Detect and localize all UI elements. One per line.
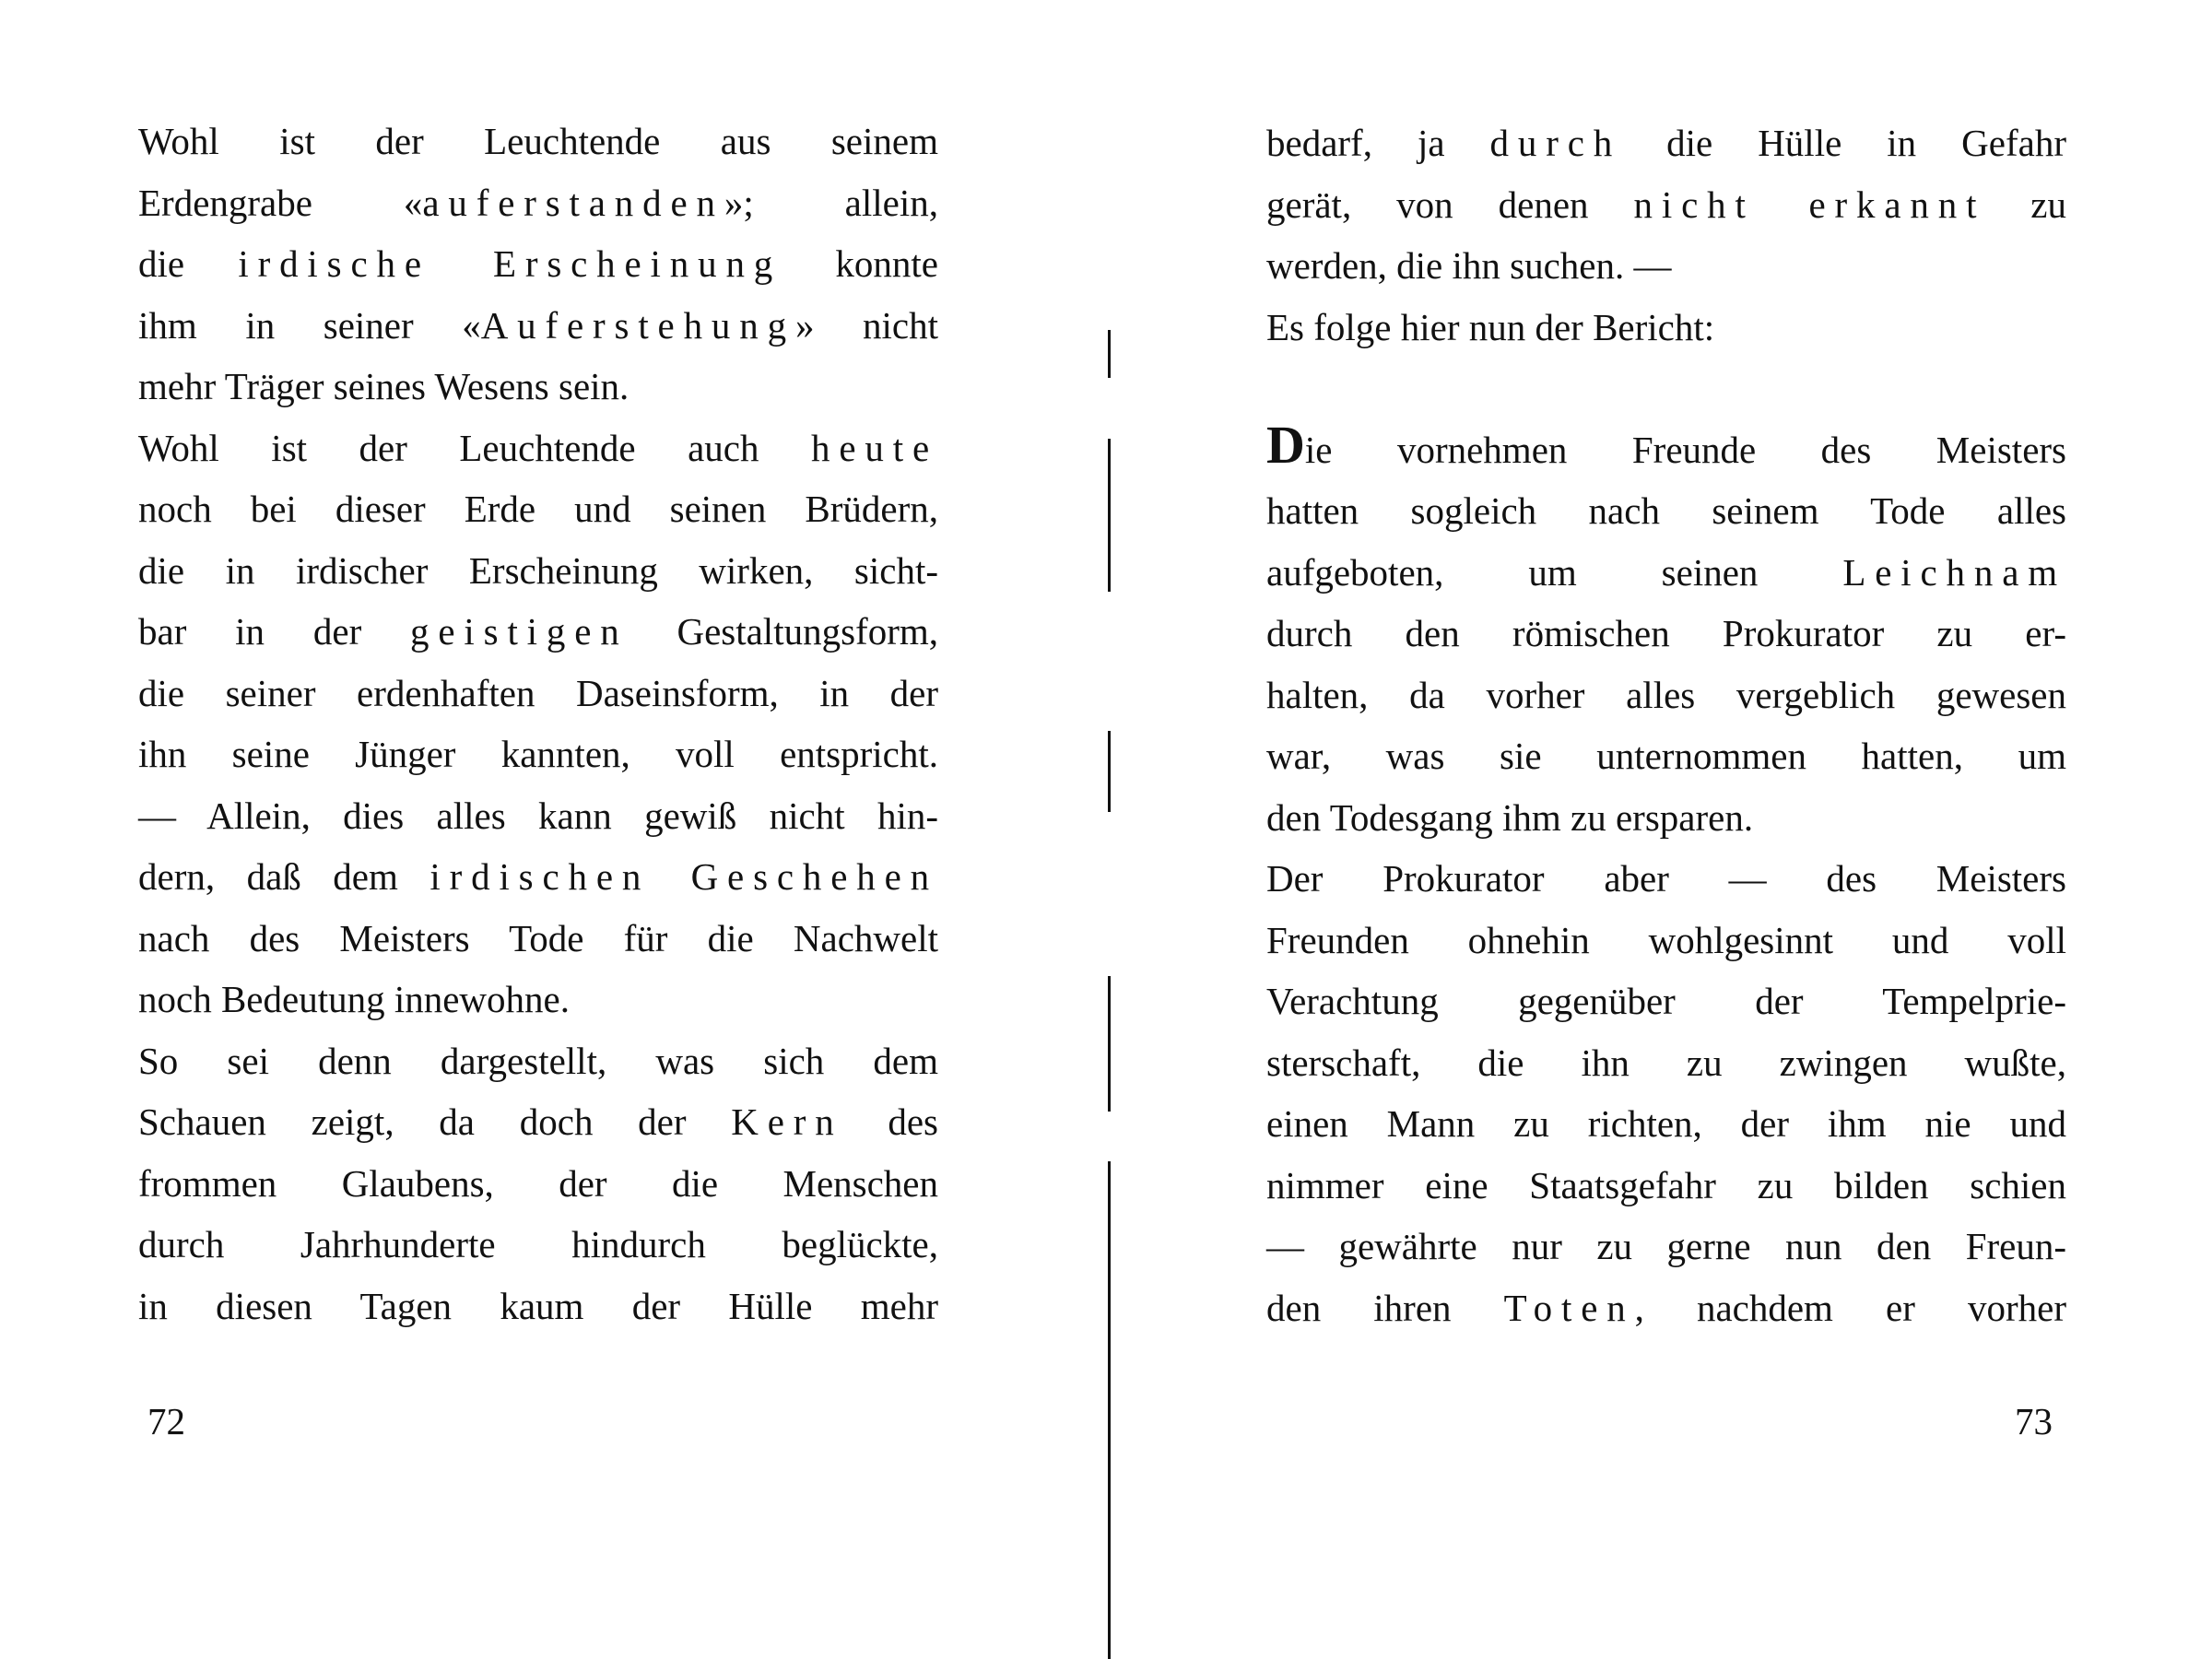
text-line <box>138 969 938 1030</box>
text-segment: zu <box>1985 182 2066 226</box>
text-line <box>1266 297 2066 358</box>
text-line <box>1266 1277 2066 1338</box>
text-segment: Gestaltungsform, <box>628 610 938 653</box>
text-line <box>138 1153 938 1214</box>
text-line <box>138 908 938 969</box>
text-line <box>1266 971 2066 1031</box>
emphasized-text: irdische Erscheinung <box>238 242 782 285</box>
text-line <box>138 724 938 784</box>
text-segment: ie vornehmen Freunde des Meisters <box>1304 428 2066 471</box>
gutter-line <box>1108 330 1111 378</box>
left-page <box>0 0 1097 1659</box>
emphasized-text: Kern <box>731 1100 843 1143</box>
text-segment: bedarf, ja <box>1266 122 1490 164</box>
text-segment: durch Jahrhunderte hindurch beglückte, <box>138 1223 938 1265</box>
text-segment: Wohl ist der Leuchtende aus seinem <box>138 120 938 162</box>
text-segment: dern, daß dem <box>138 855 430 898</box>
text-segment: Schauen zeigt, da doch der <box>138 1100 732 1143</box>
text-line <box>1266 665 2066 725</box>
emphasized-text: geistigen <box>410 610 629 653</box>
text-line <box>1266 1155 2066 1216</box>
text-line <box>138 418 938 478</box>
text-line <box>138 540 938 601</box>
text-segment: konnte <box>782 242 939 285</box>
emphasized-text: Toten <box>1503 1286 1635 1329</box>
text-line <box>1266 1093 2066 1154</box>
text-segment: Erdengrabe « <box>138 181 423 224</box>
text-line <box>1266 112 2066 173</box>
text-line <box>1266 725 2066 786</box>
text-line <box>138 1276 938 1336</box>
text-segment: , nachdem er vorher <box>1634 1286 2066 1329</box>
text-segment: sterschaft, die ihn zu zwingen wußte, <box>1266 1041 2066 1084</box>
text-segment: ihn seine Jünger kannten, voll entspricht. <box>138 733 938 775</box>
text-line <box>138 1214 938 1275</box>
text-line <box>1266 848 2066 909</box>
emphasized-text: heute <box>811 426 938 469</box>
text-line <box>138 663 938 724</box>
text-line <box>1266 542 2066 603</box>
text-segment: die in irdischer Erscheinung wirken, sicht- <box>138 548 938 592</box>
text-segment: aufgeboten, um seinen <box>1266 550 1843 594</box>
text-line <box>138 172 938 233</box>
text-segment: nach des Meisters Tode für die Nachwelt <box>138 916 938 959</box>
emphasized-text: nicht erkannt <box>1633 182 1986 226</box>
text-line <box>138 111 938 171</box>
text-segment: »; allein, <box>724 181 938 224</box>
text-line <box>138 356 938 417</box>
text-segment: nimmer eine Staatsgefahr zu bilden schien <box>1266 1163 2066 1206</box>
text-segment: war, was sie unternommen hatten, um <box>1266 735 2066 777</box>
text-segment: So sei denn dargestellt, was sich dem <box>138 1039 938 1082</box>
text-segment: gerät, von denen <box>1266 182 1634 226</box>
text-line <box>138 295 938 356</box>
text-segment: werden, die ihn suchen. — <box>1266 244 1672 287</box>
gutter-line <box>1108 439 1111 592</box>
text-line <box>1266 1216 2066 1277</box>
emphasized-text: Auferstehung <box>480 303 795 347</box>
text-segment: — Allein, dies alles kann gewiß nicht hin- <box>138 794 938 837</box>
text-segment: des <box>842 1100 939 1143</box>
text-segment: Verachtung gegenüber der Tempelprie- <box>1266 980 2066 1022</box>
gutter-line <box>1108 976 1111 1112</box>
emphasized-text: irdischen Geschehen <box>429 855 938 898</box>
text-line <box>138 1030 938 1091</box>
text-line <box>1266 414 2066 480</box>
text-segment: die <box>138 242 239 285</box>
text-segment: noch bei dieser Erde und seinen Brüdern, <box>138 488 938 530</box>
text-segment: in diesen Tagen kaum der Hülle mehr <box>138 1284 938 1327</box>
text-segment: mehr Träger seines Wesens sein. <box>138 365 629 407</box>
emphasized-text: auferstanden <box>422 181 724 224</box>
drop-cap: D <box>1266 414 1305 475</box>
text-line <box>138 601 938 662</box>
emphasized-text: durch <box>1489 122 1622 164</box>
text-segment: noch Bedeutung innewohne. <box>138 978 570 1020</box>
right-page <box>1115 0 2212 1659</box>
text-segment: den Todesgang ihm zu ersparen. <box>1266 795 1754 839</box>
text-line <box>138 1091 938 1152</box>
page-number-right: 73 <box>2015 1400 2053 1442</box>
text-segment: Der Prokurator aber — des Meisters <box>1266 857 2066 900</box>
text-segment: Freunden ohnehin wohlgesinnt und voll <box>1266 918 2066 961</box>
text-segment: einen Mann zu richten, der ihm nie und <box>1266 1102 2066 1145</box>
text-line <box>1266 910 2066 971</box>
text-segment: hatten sogleich nach seinem Tode alles <box>1266 489 2066 532</box>
text-segment: frommen Glaubens, der die Menschen <box>138 1161 938 1205</box>
page-number-left: 72 <box>147 1400 185 1442</box>
text-line <box>1266 235 2066 296</box>
text-line <box>1266 480 2066 541</box>
text-line <box>138 233 938 294</box>
text-segment: bar in der <box>138 610 411 653</box>
text-segment: ihm in seiner « <box>138 303 481 347</box>
text-segment: Wohl ist der Leuchtende auch <box>138 426 811 469</box>
text-segment: » nicht <box>794 303 938 347</box>
text-segment: durch den römischen Prokurator zu er- <box>1266 612 2066 654</box>
text-line <box>138 478 938 539</box>
text-line <box>1266 174 2066 235</box>
text-line <box>1266 603 2066 664</box>
text-segment: die Hülle in Gefahr <box>1621 122 2066 164</box>
emphasized-text: Leichnam <box>1842 550 2066 594</box>
text-segment: Es folge hier nun der Bericht: <box>1266 305 1715 348</box>
gutter-line <box>1108 1161 1111 1659</box>
text-segment: — gewährte nur zu gerne nun den Freun- <box>1266 1225 2066 1267</box>
text-line <box>138 785 938 846</box>
text-segment: die seiner erdenhaften Daseinsform, in der <box>138 671 938 714</box>
text-line <box>138 846 938 907</box>
text-segment: den ihren <box>1266 1286 1504 1329</box>
gutter-line <box>1108 731 1111 812</box>
text-line <box>1266 1032 2066 1093</box>
text-segment: halten, da vorher alles vergeblich gewesen <box>1266 673 2066 716</box>
text-line <box>1266 787 2066 848</box>
